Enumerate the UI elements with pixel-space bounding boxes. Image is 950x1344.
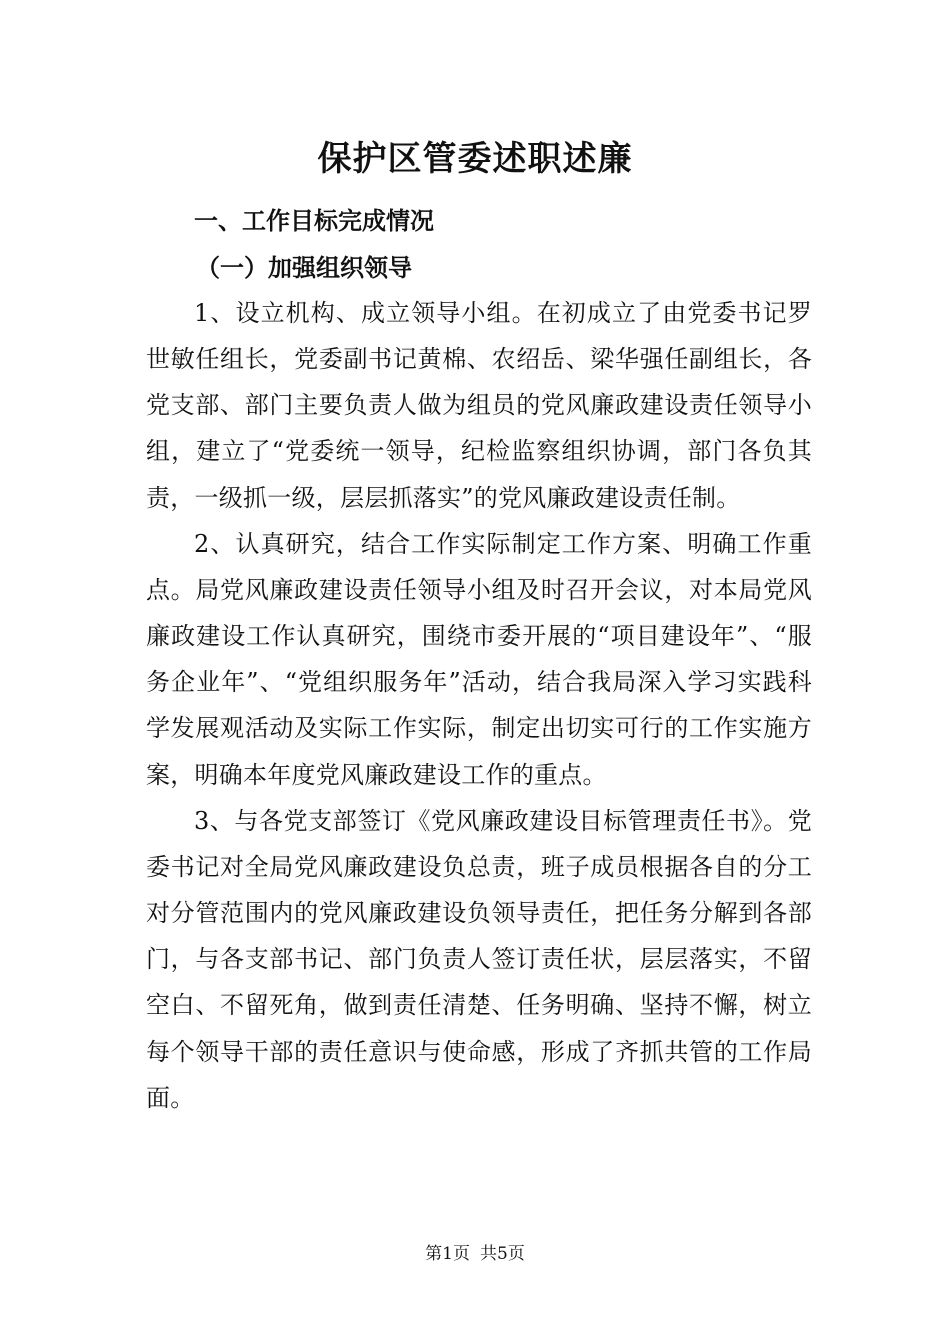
paragraph-1: 1、设立机构、成立领导小组。在初成立了由党委书记罗世敏任组长，党委副书记黄棉、农绍岳、梁华强任副组长，各党支部、部门主要负责人做为组员的党风廉政建设责任领导小组，建立了“党委统一领导，纪检监察组织协调，部门各负其责，一级抓一级，层层抓落实”的党风廉政建设责任制。 [146, 299, 812, 512]
paragraph-3: 3、与各党支部签订《党风廉政建设目标管理责任书》。党委书记对全局党风廉政建设负总责，班子成员根据各自的分工对分管范围内的党风廉政建设负领导责任，把任务分解到各部门，与各支部书记、部门负责人签订责任状，层层落实，不留空白、不留死角，做到责任清楚、任务明确、坚持不懈，树立每个领导干部的责任意识与使命感，形成了齐抓共管的工作局面。 [146, 806, 812, 1112]
page-total: 共5页 [480, 1244, 525, 1264]
paragraph-2: 2、认真研究，结合工作实际制定工作方案、明确工作重点。局党风廉政建设责任领导小组及时召开会议，对本局党风廉政建设工作认真研究，围绕市委开展的“项目建设年”、“服务企业年”、“党组织服务年”活动，结合我局深入学习实践科学发展观活动及实际工作实际，制定出切实可行的工作实施方案，明确本年度党风廉政建设工作的重点。 [146, 529, 812, 789]
section-heading: 一、工作目标完成情况 [194, 207, 434, 235]
page-footer [0, 1242, 950, 1266]
page-number: 第1页 [425, 1244, 470, 1264]
subsection-heading: （一）加强组织领导 [196, 254, 412, 282]
document-title: 保护区管委述职述廉 [317, 139, 633, 179]
body-text [146, 290, 812, 1121]
